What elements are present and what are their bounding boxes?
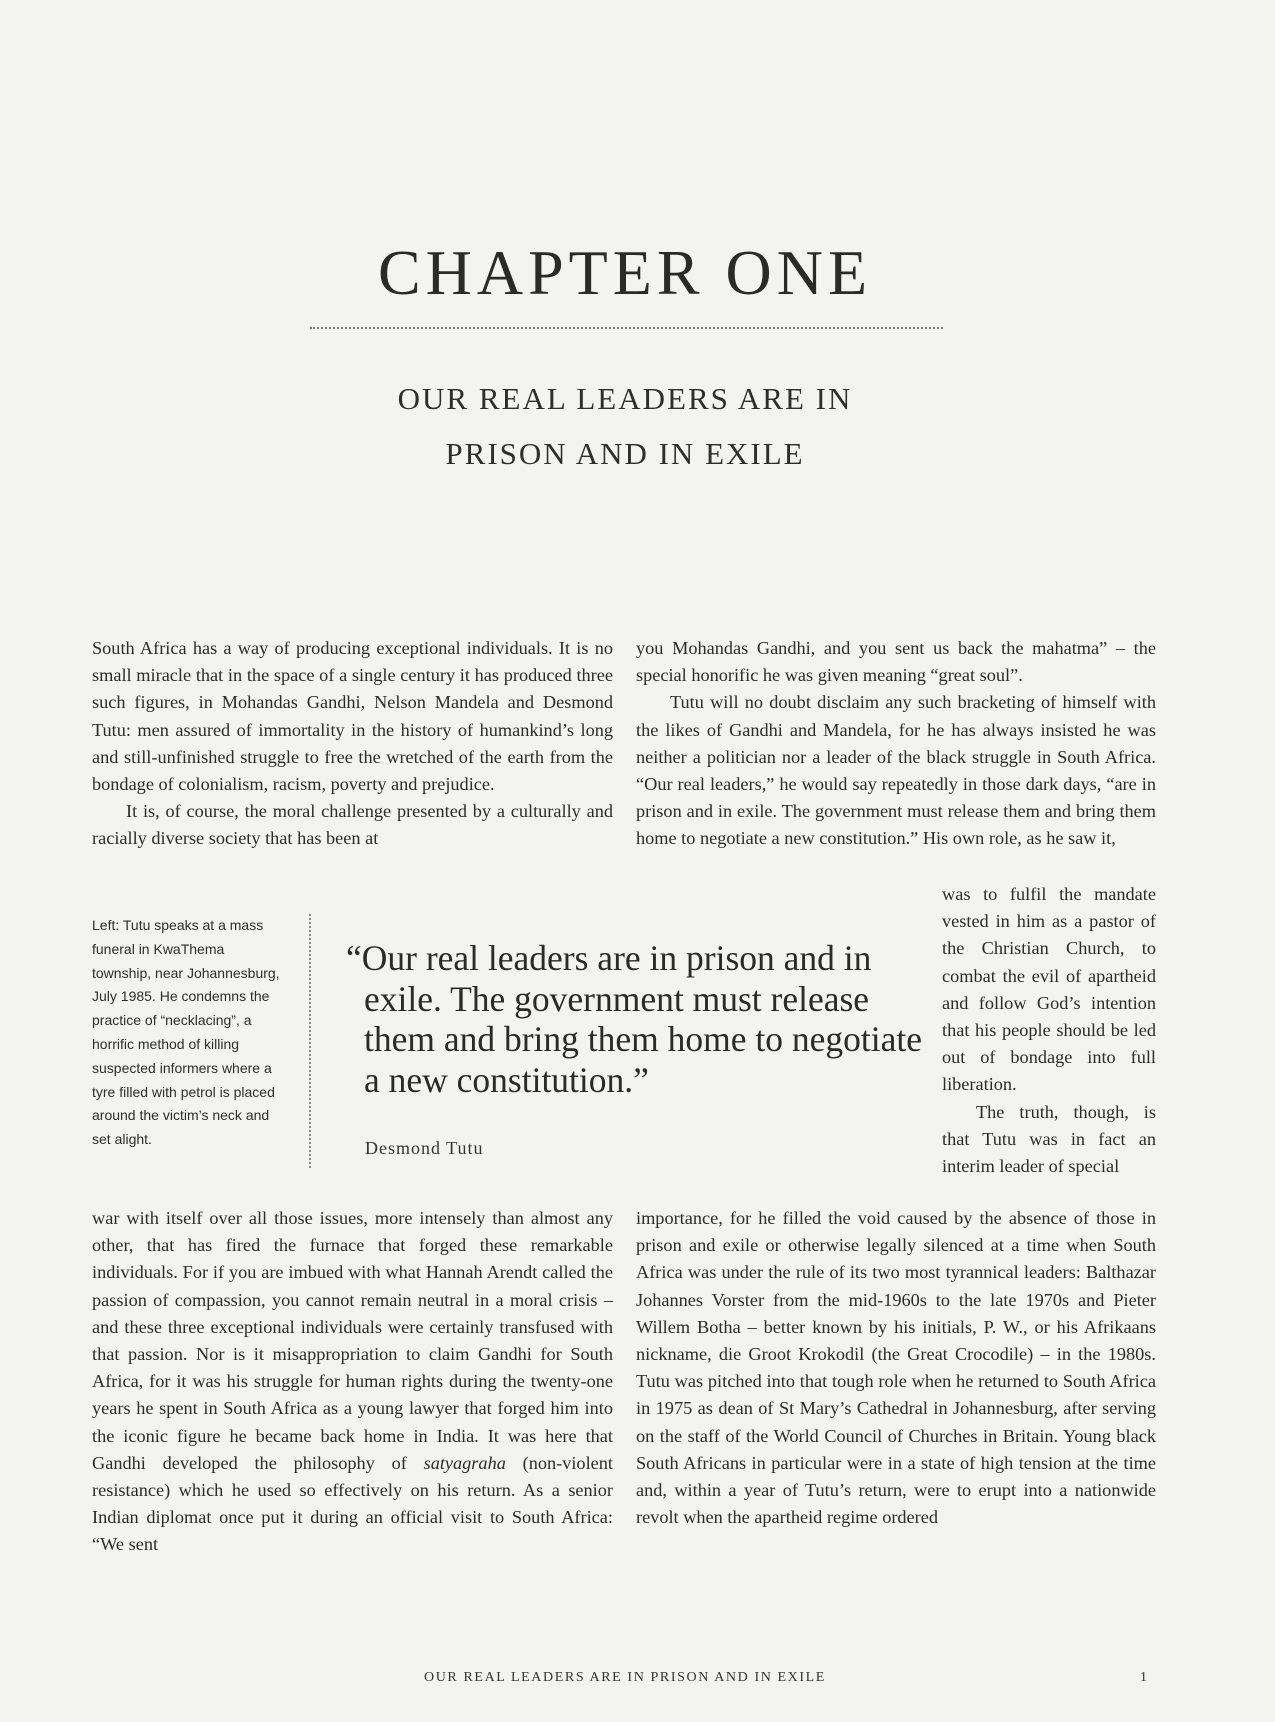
body-text: war with itself over all those issues, more intensely than almost any other, that has fired the furnace that forged these remarkable individuals. For if you are imbued with what Hannah Arendt called the passion of compassion, you cannot remain neutral in a moral crisis – and these three exceptional individuals were certainly transfused with that passion. Nor is it misappropriation to claim Gandhi for South Africa, for it was his struggle for human rights during the twenty-one years he spent in South Africa as a young lawyer that forged him into the iconic figure he became back home in India. It was here that Gandhi developed the philosophy of: [92, 1208, 613, 1473]
chapter-title: CHAPTER ONE: [377, 237, 873, 308]
body-column-right-bottom: [636, 1205, 1156, 1531]
body-paragraph: you Mohandas Gandhi, and you sent us back the mahatma” – the special honorific he was given meaning “great soul”.: [636, 638, 1156, 686]
body-column-right-top: [636, 635, 1156, 853]
body-paragraph: Tutu will no doubt disclaim any such bracketing of himself with the likes of Gandhi and Mandela, for he has always insisted he was neither a politician nor a leader of the black struggle in South Africa. “Our real leaders,” he would say repeatedly in those dark days, “are in prison and in exile. The government must release them and bring them home to negotiate a new constitution.” His own role, as he saw it,: [636, 692, 1156, 849]
body-column-right-narrow: [942, 881, 1156, 1180]
body-paragraph: was to fulfil the mandate vested in him as a pastor of the Christian Church, to combat the evil of apartheid and follow God’s intention that his people should be led out of bondage into full liberation.: [942, 884, 1156, 1095]
body-paragraph: importance, for he filled the void caused by the absence of those in prison and exile or otherwise legally silenced at a time when South Africa was under the rule of its two most tyrannical leaders: Balthazar Johannes Vorster from the mid-1960s to the late 1970s and Pieter Willem Botha – better known by his initials, P. W., or his Afrikaans nickname, die Groot Krokodil (the Great Crocodile) – in the 1980s. Tutu was pitched into that tough role when he returned to South Africa in 1975 as dean of St Mary’s Cathedral in Johannesburg, after serving on the staff of the World Council of Churches in Britain. Young black South Africans in particular were in a state of high tension at the time and, within a year of Tutu’s return, were to erupt into a nationwide revolt when the apartheid regime ordered: [636, 1208, 1156, 1528]
title-divider: [310, 327, 943, 329]
body-paragraph: It is, of course, the moral challenge presented by a culturally and racially diverse society that has been at: [92, 801, 613, 849]
body-column-left-top: [92, 635, 613, 853]
page-number: 1: [1140, 1670, 1147, 1685]
body-paragraph: South Africa has a way of producing exceptional individuals. It is no small miracle that in the space of a single century it has produced three such figures, in Mohandas Gandhi, Nelson Mandela and Desmond Tutu: men assured of immortality in the history of humankind’s long and still-unfinished struggle to free the wretched of the earth from the bondage of colonialism, racism, poverty and prejudice.: [92, 638, 613, 795]
body-text-italic: satyagraha: [423, 1452, 506, 1473]
running-footer: OUR REAL LEADERS ARE IN PRISON AND IN EXILE: [424, 1670, 826, 1685]
body-text: (non-violent resistance) which he used so effectively on his return. As a senior Indian diplomat once put it during an official visit to South Africa: “We sent: [92, 1452, 613, 1555]
body-column-left-bottom: [92, 1205, 613, 1559]
chapter-subtitle-line-2: PRISON AND IN EXILE: [445, 436, 805, 471]
body-paragraph: [92, 1205, 613, 1559]
chapter-subtitle-line-1: OUR REAL LEADERS ARE IN: [397, 381, 853, 416]
body-paragraph: The truth, though, is that Tutu was in fact an interim leader of special: [942, 1101, 1156, 1177]
photo-caption: Left: Tutu speaks at a mass funeral in KwaThema township, near Johannesburg, July 1985. He condemns the practice of “necklacing”, a horrific method of killing suspected informers where a tyre filled with petrol is placed around the victim’s neck and set alight.: [92, 917, 280, 1148]
pull-quote-attribution: Desmond Tutu: [365, 1138, 484, 1158]
pull-quote: “Our real leaders are in prison and in exile. The government must release them and bring them home to negotiate a new constitution.”: [346, 938, 922, 1100]
caption-divider: [309, 914, 311, 1168]
